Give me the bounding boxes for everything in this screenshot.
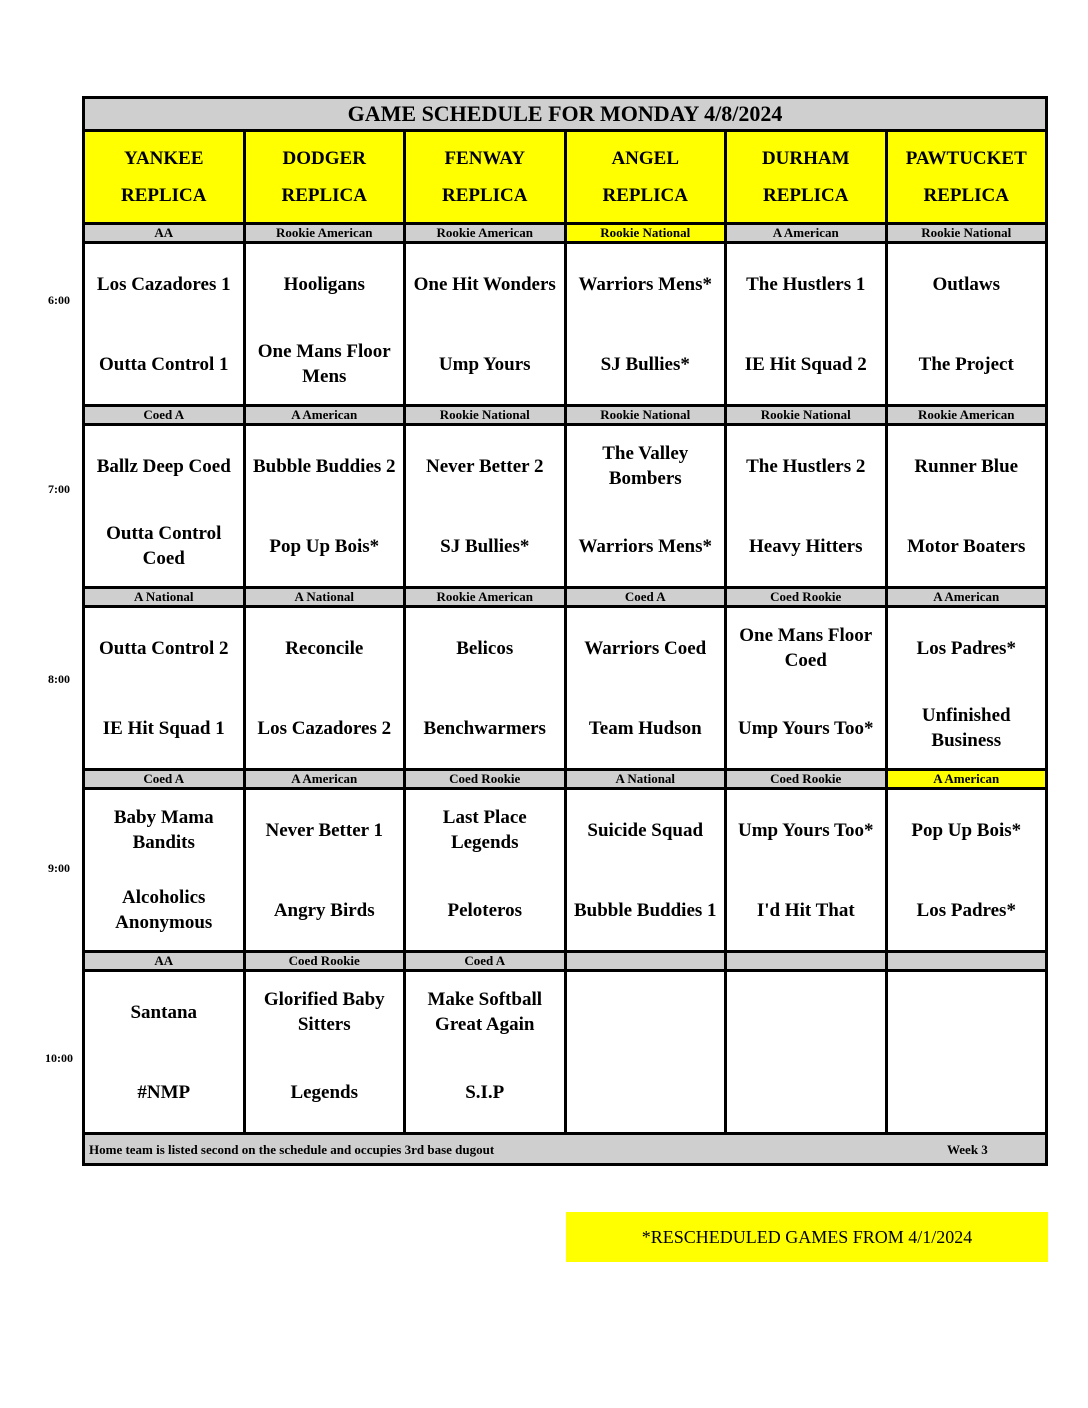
division-label: A American <box>886 770 1047 789</box>
game-cell <box>244 789 405 952</box>
away-team: Outta Control 2 <box>99 637 229 659</box>
field-header <box>886 131 1047 224</box>
away-team: One Hit Wonders <box>413 273 556 295</box>
home-team: Angry Birds <box>273 899 375 921</box>
away-team: The Valley Bombers <box>602 443 689 489</box>
field-subtitle: REPLICA <box>120 185 207 206</box>
away-team: Ballz Deep Coed <box>96 455 231 477</box>
field-name: FENWAY <box>444 148 526 169</box>
schedule-body <box>84 98 1047 1165</box>
away-team: Hooligans <box>283 273 365 295</box>
home-team: Benchwarmers <box>423 717 546 739</box>
division-label: Rookie National <box>886 224 1047 243</box>
game-cell <box>84 789 245 952</box>
away-team: Baby Mama Bandits <box>113 807 214 853</box>
field-header <box>726 131 887 224</box>
division-label: Coed Rookie <box>726 588 887 607</box>
game-cell <box>726 425 887 588</box>
game-cell <box>244 971 405 1134</box>
division-label: AA <box>84 952 245 971</box>
division-label: Coed A <box>405 952 566 971</box>
division-label: Rookie National <box>565 224 726 243</box>
division-row <box>84 588 1047 607</box>
time-label: 9:00 <box>48 861 70 875</box>
home-team: IE Hit Squad 2 <box>744 353 867 375</box>
division-label: Rookie American <box>886 406 1047 425</box>
away-team: Suicide Squad <box>587 819 704 841</box>
game-cell <box>405 243 566 406</box>
division-label: Coed Rookie <box>726 770 887 789</box>
home-team <box>888 1052 1046 1132</box>
home-team: Outta Control 1 <box>99 353 229 375</box>
away-team: The Hustlers 2 <box>746 455 866 477</box>
away-team: Never Better 2 <box>426 455 544 477</box>
field-subtitle: REPLICA <box>923 185 1009 206</box>
game-cell <box>84 607 245 770</box>
game-cell <box>84 243 245 406</box>
division-label: Rookie National <box>726 406 887 425</box>
away-team <box>888 972 1046 1052</box>
division-label: Coed A <box>84 406 245 425</box>
field-header <box>84 131 245 224</box>
time-label: 8:00 <box>48 672 70 686</box>
home-team: Pop Up Bois* <box>269 535 380 557</box>
division-label: A American <box>886 588 1047 607</box>
game-cell <box>565 607 726 770</box>
division-label: A National <box>565 770 726 789</box>
game-cell <box>244 425 405 588</box>
division-label: Rookie American <box>244 224 405 243</box>
home-team: Outta Control Coed <box>106 523 222 569</box>
home-team: Peloteros <box>447 899 523 921</box>
field-header-row <box>84 131 1047 224</box>
schedule-title: GAME SCHEDULE FOR MONDAY 4/8/2024 <box>84 98 1047 131</box>
game-cell <box>84 971 245 1134</box>
game-cell <box>565 971 726 1134</box>
away-team: Reconcile <box>285 637 364 659</box>
home-team: I'd Hit That <box>756 899 855 921</box>
field-header <box>565 131 726 224</box>
division-row <box>84 224 1047 243</box>
away-team: Warriors Coed <box>584 637 707 659</box>
away-team: Bubble Buddies 2 <box>252 455 396 477</box>
field-subtitle: REPLICA <box>602 185 688 206</box>
field-name: DODGER <box>282 148 366 169</box>
home-team: Los Cazadores 2 <box>257 717 392 739</box>
game-cell <box>405 425 566 588</box>
division-label: A American <box>726 224 887 243</box>
footer-row <box>84 1134 1047 1165</box>
footer <box>84 1134 1047 1165</box>
division-row <box>84 406 1047 425</box>
away-team: Runner Blue <box>914 455 1019 477</box>
away-team: Never Better 1 <box>265 819 383 841</box>
game-cell <box>244 243 405 406</box>
game-cell <box>886 971 1047 1134</box>
home-team: Legends <box>290 1081 359 1103</box>
division-label: Coed Rookie <box>405 770 566 789</box>
home-team: SJ Bullies* <box>440 535 530 557</box>
time-label: 6:00 <box>48 293 70 307</box>
division-label: Rookie American <box>405 588 566 607</box>
game-cell <box>565 243 726 406</box>
away-team: Pop Up Bois* <box>911 819 1022 841</box>
field-name: PAWTUCKET <box>905 148 1027 169</box>
game-cell <box>886 243 1047 406</box>
game-cell <box>244 607 405 770</box>
division-label: A American <box>244 770 405 789</box>
game-cell <box>886 425 1047 588</box>
game-row <box>84 607 1047 770</box>
division-label: A National <box>244 588 405 607</box>
division-label: Coed Rookie <box>244 952 405 971</box>
division-label: Rookie National <box>405 406 566 425</box>
division-label <box>886 952 1047 971</box>
away-team: Warriors Mens* <box>578 273 712 295</box>
field-name: DURHAM <box>761 148 850 169</box>
home-team: IE Hit Squad 1 <box>102 717 225 739</box>
away-team: Outlaws <box>932 273 1001 295</box>
home-team: Heavy Hitters <box>749 535 863 557</box>
time-label: 10:00 <box>45 1051 73 1065</box>
away-team: The Hustlers 1 <box>746 273 866 295</box>
week-label: Week 3 <box>947 1142 988 1157</box>
home-team: Ump Yours Too* <box>737 717 874 739</box>
game-cell <box>886 789 1047 952</box>
home-team: The Project <box>918 353 1014 375</box>
game-cell <box>886 607 1047 770</box>
away-team: Santana <box>130 1001 198 1023</box>
game-cell <box>726 607 887 770</box>
home-team: Alcoholics Anonymous <box>115 887 213 933</box>
away-team <box>727 972 885 1052</box>
home-team: S.I.P <box>465 1081 505 1103</box>
division-label <box>565 952 726 971</box>
field-header <box>244 131 405 224</box>
away-team: Make Softball Great Again <box>427 989 543 1035</box>
field-subtitle: REPLICA <box>281 185 367 206</box>
home-team: Ump Yours <box>438 353 531 375</box>
game-row <box>84 789 1047 952</box>
game-row <box>84 971 1047 1134</box>
division-label <box>726 952 887 971</box>
division-row <box>84 770 1047 789</box>
division-label: Coed A <box>84 770 245 789</box>
division-label: Coed A <box>565 588 726 607</box>
away-team <box>567 972 725 1052</box>
away-team: One Mans Floor Coed <box>739 625 873 671</box>
field-subtitle: REPLICA <box>441 185 528 206</box>
home-team: Los Padres* <box>916 899 1016 921</box>
home-team: SJ Bullies* <box>600 353 690 375</box>
away-team: Belicos <box>456 637 514 659</box>
home-team: #NMP <box>137 1081 191 1103</box>
home-team: Bubble Buddies 1 <box>573 899 717 921</box>
field-name: ANGEL <box>611 148 680 169</box>
field-subtitle: REPLICA <box>762 185 849 206</box>
division-label: Rookie National <box>565 406 726 425</box>
home-team: Motor Boaters <box>907 535 1026 557</box>
game-cell <box>565 425 726 588</box>
away-team: Ump Yours Too* <box>737 819 874 841</box>
field-name: YANKEE <box>123 148 204 169</box>
away-team: Los Cazadores 1 <box>96 273 231 295</box>
schedule-table <box>82 96 1048 1166</box>
away-team: Last Place Legends <box>442 807 527 853</box>
home-team <box>567 1052 725 1132</box>
home-team: Unfinished Business <box>921 705 1011 751</box>
division-label: A American <box>244 406 405 425</box>
home-team: One Mans Floor Mens <box>257 341 391 387</box>
home-team-note: Home team is listed second on the schedule and occupies 3rd base dugout <box>89 1142 495 1157</box>
division-label: AA <box>84 224 245 243</box>
division-label: Rookie American <box>405 224 566 243</box>
division-label: A National <box>84 588 245 607</box>
away-team: Los Padres* <box>916 637 1016 659</box>
game-cell <box>405 971 566 1134</box>
time-label: 7:00 <box>48 482 70 496</box>
game-row <box>84 425 1047 588</box>
game-cell <box>405 789 566 952</box>
home-team <box>727 1052 885 1132</box>
game-cell <box>726 971 887 1134</box>
rescheduled-note: *RESCHEDULED GAMES FROM 4/1/2024 <box>566 1212 1048 1262</box>
game-row <box>84 243 1047 406</box>
game-cell <box>84 425 245 588</box>
home-team: Warriors Mens* <box>578 535 712 557</box>
game-cell <box>726 243 887 406</box>
game-cell <box>726 789 887 952</box>
game-cell <box>565 789 726 952</box>
field-header <box>405 131 566 224</box>
away-team: Glorified Baby Sitters <box>263 989 385 1035</box>
home-team: Team Hudson <box>588 717 702 739</box>
game-cell <box>405 607 566 770</box>
division-row <box>84 952 1047 971</box>
